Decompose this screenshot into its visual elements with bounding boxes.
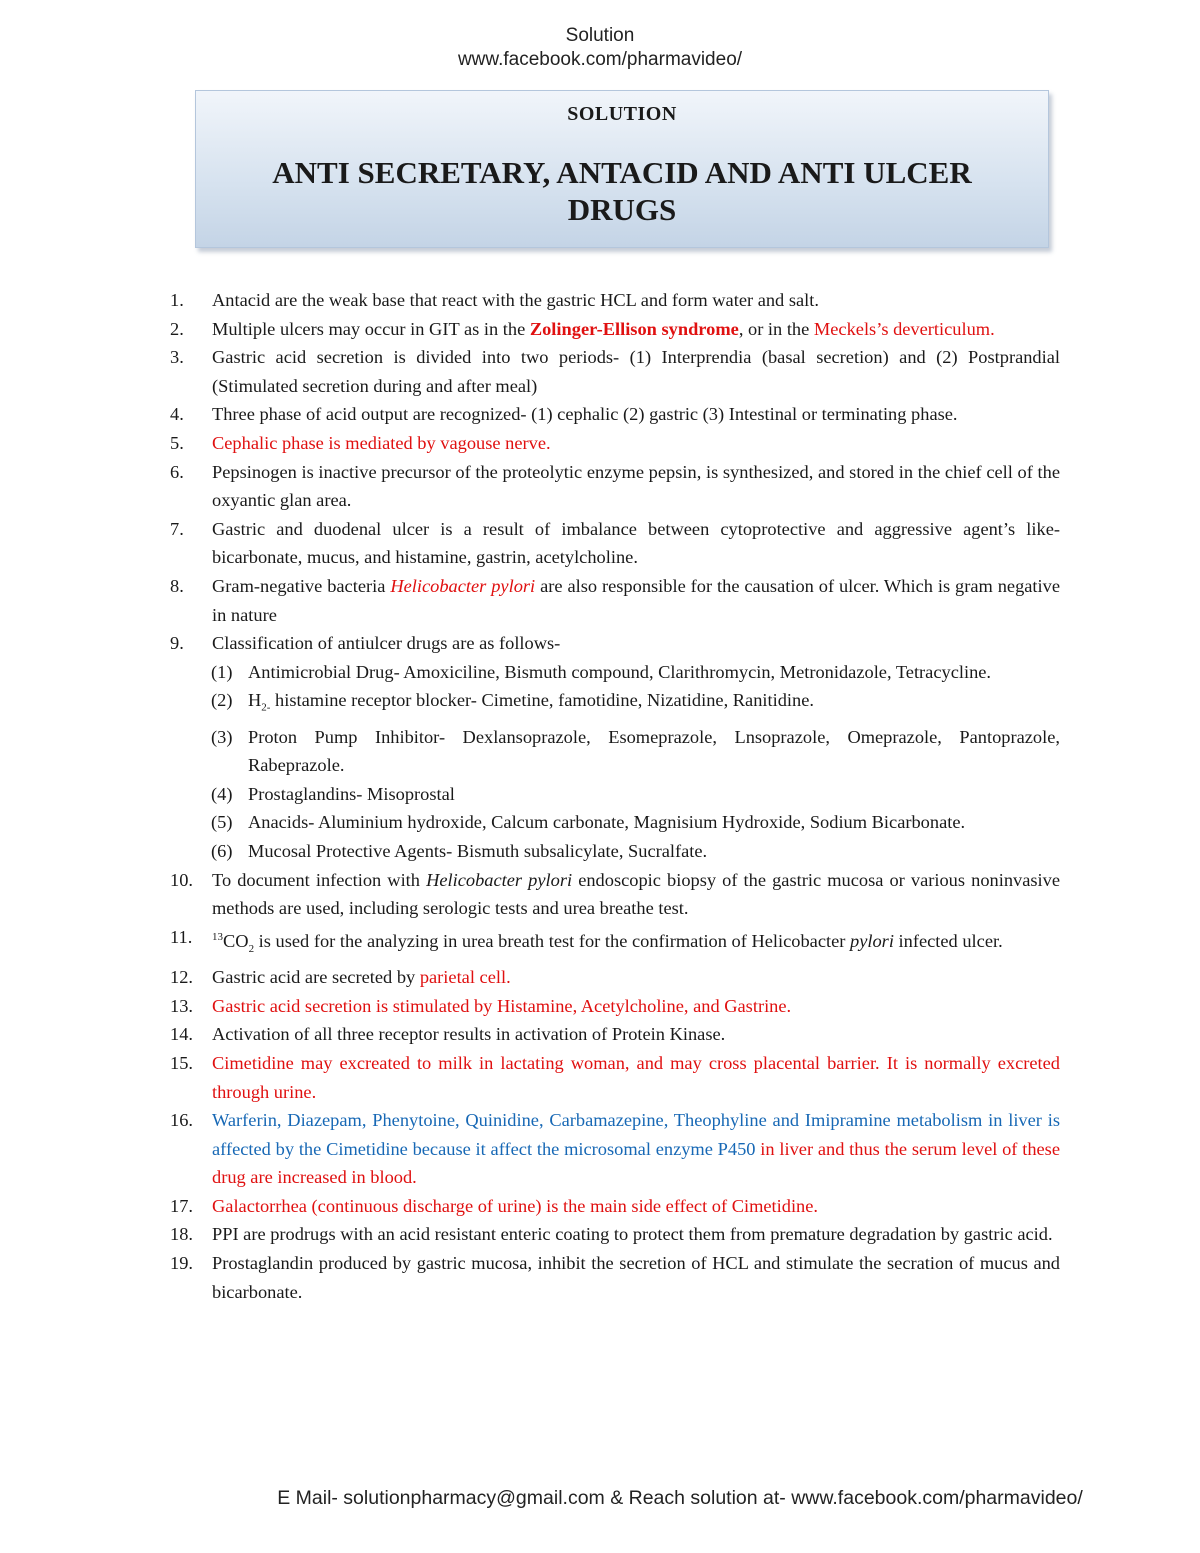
list-item <box>0 572 1060 629</box>
page-title <box>196 154 1048 228</box>
sub-list-item <box>0 808 1060 837</box>
item-text: Gastric acid are secreted by <box>212 967 420 988</box>
list-item <box>0 866 1060 923</box>
title-banner <box>195 90 1049 248</box>
item-text-blue: Warferin, Diazepam, Phenytoine, Quinidine, Carbamazepine, Theophyline and Imipramine metabolism in liver is affected by the Cimetidine because it affect the microsomal enzyme P450 <box>212 1110 1060 1159</box>
item-text-highlight: Helicobacter pylori <box>390 575 536 596</box>
list-item <box>0 343 1060 400</box>
sub-list-item <box>0 658 1060 687</box>
item-number: 14. <box>170 1024 193 1045</box>
item-text-highlight: Galactorrhea (continuous discharge of urine) is the main side effect of Cimetidine. <box>212 1195 819 1216</box>
title-line-1: ANTI SECRETARY, ANTACID AND ANTI ULCER <box>272 155 972 190</box>
item-text-highlight: Cimetidine may excreated to milk in lactating woman, and may cross placental barrier. It is normally excreted through urine. <box>212 1052 1060 1102</box>
list-item <box>0 1106 1060 1192</box>
sub-item-text: histamine receptor blocker- Cimetine, famotidine, Nizatidine, Ranitidine. <box>270 690 814 711</box>
item-text: endoscopic biopsy of the gastric mucosa or various noninvasive methods are used, including serologic tests and urea breathe test. <box>212 869 1060 919</box>
item-number: 13. <box>170 995 193 1016</box>
item-text: infected ulcer. <box>893 930 1003 951</box>
item-text: Gastric acid secretion is divided into two periods- (1) Interprendia (basal secretion) and (2) Postprandial (Stimulated secretion during and after meal) <box>212 347 1060 396</box>
item-text-highlight: Cephalic phase is mediated by vagouse nerve. <box>212 432 551 453</box>
list-item <box>0 458 1060 515</box>
sub-item-number: (1) <box>211 661 233 682</box>
item-number: 8. <box>170 575 184 596</box>
sub-item-number: (4) <box>211 783 233 804</box>
item-text: Multiple ulcers may occur in GIT as in the <box>212 318 530 339</box>
list-item <box>0 286 1060 315</box>
footer-contact: E Mail- solutionpharmacy@gmail.com & Reach solution at- www.facebook.com/pharmavideo/ <box>277 1487 1083 1509</box>
item-number: 2. <box>170 318 184 339</box>
item-text-highlight: in liver and thus the serum level of these drug are increased in blood. <box>212 1138 1061 1188</box>
list-item <box>0 963 1060 992</box>
list-item <box>0 1249 1060 1306</box>
item-number: 10. <box>170 869 193 890</box>
item-number: 6. <box>170 461 184 482</box>
subscript: 2 <box>248 942 255 955</box>
item-text: Antacid are the weak base that react with the gastric HCL and form water and salt. <box>212 290 819 310</box>
list-item <box>0 1192 1060 1221</box>
item-text: Pepsinogen is inactive precursor of the proteolytic enzyme pepsin, is synthesized, and stored in the chief cell of the oxyantic glan area. <box>212 461 1060 511</box>
item-text-italic: pylori <box>850 930 894 951</box>
item-text-highlight: Gastric acid secretion is stimulated by Histamine, Acetylcholine, and Gastrine. <box>212 995 792 1016</box>
sub-list-item <box>0 686 1060 722</box>
sub-list-item <box>0 837 1060 866</box>
item-number: 9. <box>170 633 184 654</box>
header-url: www.facebook.com/pharmavideo/ <box>457 49 743 70</box>
item-number: 3. <box>170 347 184 368</box>
item-text: are also responsible for the causation of ulcer. Which is gram negative in nature <box>212 575 1061 625</box>
item-text-highlight: Zolinger-Ellison syndrome <box>529 318 739 339</box>
item-text: Gram-negative bacteria <box>212 575 391 596</box>
sub-list-item <box>0 723 1060 780</box>
sub-item-number: (3) <box>211 726 233 747</box>
item-number: 4. <box>170 404 184 425</box>
item-text: Three phase of acid output are recognized- (1) cephalic (2) gastric (3) Intestinal or terminating phase. <box>212 404 958 425</box>
sub-item-text: Mucosal Protective Agents- Bismuth subsalicylate, Sucralfate. <box>248 840 708 861</box>
item-text: Activation of all three receptor results in activation of Protein Kinase. <box>212 1024 726 1045</box>
list-item <box>0 629 1060 658</box>
banner-label: SOLUTION <box>567 103 677 125</box>
list-item <box>0 923 1060 963</box>
item-text: Prostaglandin produced by gastric mucosa, inhibit the secretion of HCL and stimulate the secration of mucus and bicarbonate. <box>212 1253 1060 1302</box>
sub-item-text: Prostaglandins- Misoprostal <box>248 783 455 804</box>
item-text-italic: Helicobacter pylori <box>426 869 573 890</box>
item-text: PPI are prodrugs with an acid resistant enteric coating to protect them from premature degradation by gastric acid. <box>212 1224 1053 1245</box>
item-text: Gastric and duodenal ulcer is a result of imbalance between cytoprotective and aggressive agent’s like- bicarbonate, mucus, and histamine, gastrin, acetylcholine. <box>212 518 1060 568</box>
item-number: 18. <box>170 1224 193 1245</box>
title-line-2: DRUGS <box>567 192 677 227</box>
item-number: 7. <box>170 518 184 539</box>
sub-item-text: H <box>248 690 262 711</box>
sub-item-number: (6) <box>211 840 233 861</box>
sub-item-text: Antimicrobial Drug- Amoxiciline, Bismuth compound, Clarithromycin, Metronidazole, Tetracycline. <box>248 661 992 682</box>
list-item <box>0 1049 1060 1106</box>
item-text: , or in the <box>738 318 814 339</box>
list-item <box>0 315 1060 344</box>
item-number: 12. <box>170 967 193 988</box>
item-number: 19. <box>170 1253 193 1274</box>
list-item <box>0 515 1060 572</box>
list-item <box>0 992 1060 1021</box>
list-item <box>0 400 1060 429</box>
item-number: 15. <box>170 1052 193 1073</box>
sub-item-text: Proton Pump Inhibitor- Dexlansoprazole, Esomeprazole, Lnsoprazole, Omeprazole, Pantoprazole, Rabeprazole. <box>248 726 1060 776</box>
item-text-highlight: parietal cell. <box>419 967 511 988</box>
list-item <box>0 1220 1060 1249</box>
item-number: 16. <box>170 1110 193 1131</box>
numbered-list <box>0 286 1200 1306</box>
header-solution: Solution <box>565 25 635 46</box>
item-number: 5. <box>170 432 184 453</box>
item-text: To document infection with <box>212 869 427 890</box>
item-number: 17. <box>170 1195 193 1216</box>
item-text: CO <box>223 930 249 951</box>
item-number: 11. <box>170 926 193 947</box>
sub-item-text: Anacids- Aluminium hydroxide, Calcum carbonate, Magnisium Hydroxide, Sodium Bicarbonate. <box>248 812 966 833</box>
item-text: is used for the analyzing in urea breath test for the confirmation of Helicobacter <box>254 930 850 951</box>
sub-item-number: (2) <box>211 690 233 711</box>
sub-item-number: (5) <box>211 812 233 833</box>
list-item <box>0 1020 1060 1049</box>
item-number: 1. <box>170 290 184 310</box>
list-item <box>0 429 1060 458</box>
item-text-highlight: Meckels’s deverticulum. <box>813 318 995 339</box>
item-text: Classification of antiulcer drugs are as follows- <box>212 633 561 654</box>
superscript: 13 <box>212 930 223 943</box>
sub-list-item <box>0 780 1060 809</box>
subscript: 2- <box>261 701 271 714</box>
